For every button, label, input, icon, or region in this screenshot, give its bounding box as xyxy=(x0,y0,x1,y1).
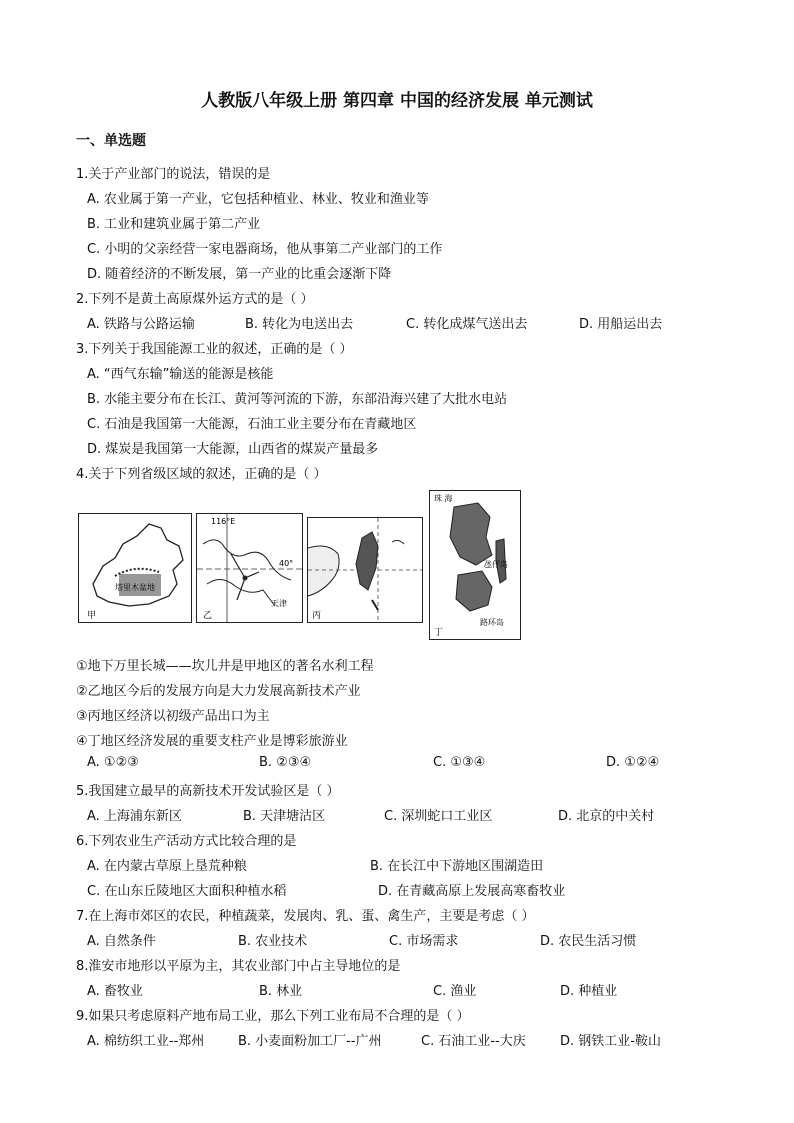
map-yi-city: 天津 xyxy=(271,599,287,608)
q1-option-b[interactable]: B. 工业和建筑业属于第二产业 xyxy=(87,217,261,232)
q2-option-d[interactable]: D. 用船运出去 xyxy=(579,317,663,332)
question-5-stem: 5.我国建立最早的高新技术开发试验区是（ ） xyxy=(76,784,340,799)
q3-option-b[interactable]: B. 水能主要分布在长江、黄河等河流的下游，东部沿海兴建了大批水电站 xyxy=(87,392,508,407)
q7-option-b[interactable]: B. 农业技术 xyxy=(238,934,308,949)
small-islands xyxy=(392,540,404,544)
q6-option-a[interactable]: A. 在内蒙古草原上垦荒种粮 xyxy=(87,859,247,874)
q6-option-d[interactable]: D. 在青藏高原上发展高寒畜牧业 xyxy=(378,884,566,899)
q4-option-a[interactable]: A. ①②③ xyxy=(87,755,139,770)
q6-option-c[interactable]: C. 在山东丘陵地区大面积种植水稻 xyxy=(87,884,287,899)
map-yi-lat: 40° xyxy=(279,559,294,568)
q9-option-b[interactable]: B. 小麦面粉加工厂--广州 xyxy=(238,1034,382,1049)
q2-option-c[interactable]: C. 转化成煤气送出去 xyxy=(406,317,528,332)
q3-option-c[interactable]: C. 石油是我国第一大能源，石油工业主要分布在青藏地区 xyxy=(87,417,417,432)
taipa-coloane-shade xyxy=(456,571,492,611)
map-bing xyxy=(307,517,423,623)
q7-option-a[interactable]: A. 自然条件 xyxy=(87,934,156,949)
q5-option-b[interactable]: B. 天津塘沽区 xyxy=(243,809,326,824)
taiwan-island xyxy=(356,532,378,590)
q3-option-a[interactable]: A. “西气东输”输送的能源是核能 xyxy=(87,367,274,382)
map-ding-top: 珠 海 xyxy=(434,494,453,503)
q2-option-a[interactable]: A. 铁路与公路运输 xyxy=(87,317,195,332)
map-ding-island1: 氹仔岛 xyxy=(484,560,508,569)
q5-option-c[interactable]: C. 深圳蛇口工业区 xyxy=(384,809,493,824)
q8-option-c[interactable]: C. 渔业 xyxy=(433,984,477,999)
map-ding-corner: 丁 xyxy=(434,628,444,638)
q4-statement-3: ③丙地区经济以初级产品出口为主 xyxy=(76,709,270,724)
section-heading: 一、单选题 xyxy=(76,133,146,149)
map-ding-island2: 路环岛 xyxy=(480,618,504,627)
map-jia-corner: 甲 xyxy=(87,611,97,621)
macau-peninsula xyxy=(450,503,492,565)
question-3-stem: 3.下列关于我国能源工业的叙述，正确的是（ ） xyxy=(76,342,353,357)
q1-option-d[interactable]: D. 随着经济的不断发展，第一产业的比重会逐渐下降 xyxy=(87,267,392,282)
q7-option-c[interactable]: C. 市场需求 xyxy=(389,934,459,949)
q4-statement-4: ④丁地区经济发展的重要支柱产业是博彩旅游业 xyxy=(76,734,348,749)
question-2-stem: 2.下列不是黄土高原煤外运方式的是（ ） xyxy=(76,292,314,307)
map-yi-lon: 116°E xyxy=(211,517,236,526)
map-ding xyxy=(429,490,521,640)
q4-option-b[interactable]: B. ②③④ xyxy=(259,755,312,770)
q5-option-d[interactable]: D. 北京的中关村 xyxy=(558,809,655,824)
q7-option-d[interactable]: D. 农民生活习惯 xyxy=(540,934,637,949)
q9-option-c[interactable]: C. 石油工业--大庆 xyxy=(421,1034,526,1049)
q5-option-a[interactable]: A. 上海浦东新区 xyxy=(87,809,182,824)
map-yi xyxy=(196,513,303,623)
q2-option-b[interactable]: B. 转化为电送出去 xyxy=(245,317,354,332)
question-7-stem: 7.在上海市郊区的农民，种植蔬菜，发展肉、乳、蛋、禽生产，主要是考虑（ ） xyxy=(76,909,535,924)
river-line xyxy=(207,579,275,606)
q8-option-d[interactable]: D. 种植业 xyxy=(560,984,618,999)
question-1-stem: 1.关于产业部门的说法，错误的是 xyxy=(76,167,271,182)
q6-option-b[interactable]: B. 在长江中下游地区围湖造田 xyxy=(370,859,544,874)
q4-option-c[interactable]: C. ①③④ xyxy=(433,755,486,770)
map-yi-corner: 乙 xyxy=(203,611,213,621)
map-jia-label: 塔里木盆地 xyxy=(115,583,155,592)
q4-statement-1: ①地下万里长城——坎儿井是甲地区的著名水利工程 xyxy=(76,659,374,674)
q8-option-a[interactable]: A. 畜牧业 xyxy=(87,984,143,999)
q8-option-b[interactable]: B. 林业 xyxy=(259,984,303,999)
mainland-coast xyxy=(308,546,339,596)
question-6-stem: 6.下列农业生产活动方式比较合理的是 xyxy=(76,834,297,849)
beijing-dot xyxy=(243,576,248,581)
map-bing-corner: 丙 xyxy=(312,611,322,621)
boundary-line xyxy=(203,540,294,580)
q1-option-c[interactable]: C. 小明的父亲经营一家电器商场，他从事第二产业部门的工作 xyxy=(87,242,443,257)
q9-option-d[interactable]: D. 钢铁工业-鞍山 xyxy=(560,1034,661,1049)
map-jia xyxy=(78,513,192,623)
q9-option-a[interactable]: A. 棉纺织工业--郑州 xyxy=(87,1034,205,1049)
scale-bar xyxy=(372,600,378,610)
question-9-stem: 9.如果只考虑原料产地布局工业，那么下列工业布局不合理的是（ ） xyxy=(76,1009,470,1024)
q1-option-a[interactable]: A. 农业属于第一产业，它包括种植业、林业、牧业和渔业等 xyxy=(87,192,429,207)
q4-statement-2: ②乙地区今后的发展方向是大力发展高新技术产业 xyxy=(76,684,361,699)
page-title: 人教版八年级上册 第四章 中国的经济发展 单元测试 xyxy=(201,91,593,111)
q4-option-d[interactable]: D. ①②④ xyxy=(606,755,660,770)
question-4-stem: 4.关于下列省级区域的叙述，正确的是（ ） xyxy=(76,467,327,482)
question-8-stem: 8.淮安市地形以平原为主，其农业部门中占主导地位的是 xyxy=(76,959,401,974)
q3-option-d[interactable]: D. 煤炭是我国第一大能源，山西省的煤炭产量最多 xyxy=(87,442,379,457)
